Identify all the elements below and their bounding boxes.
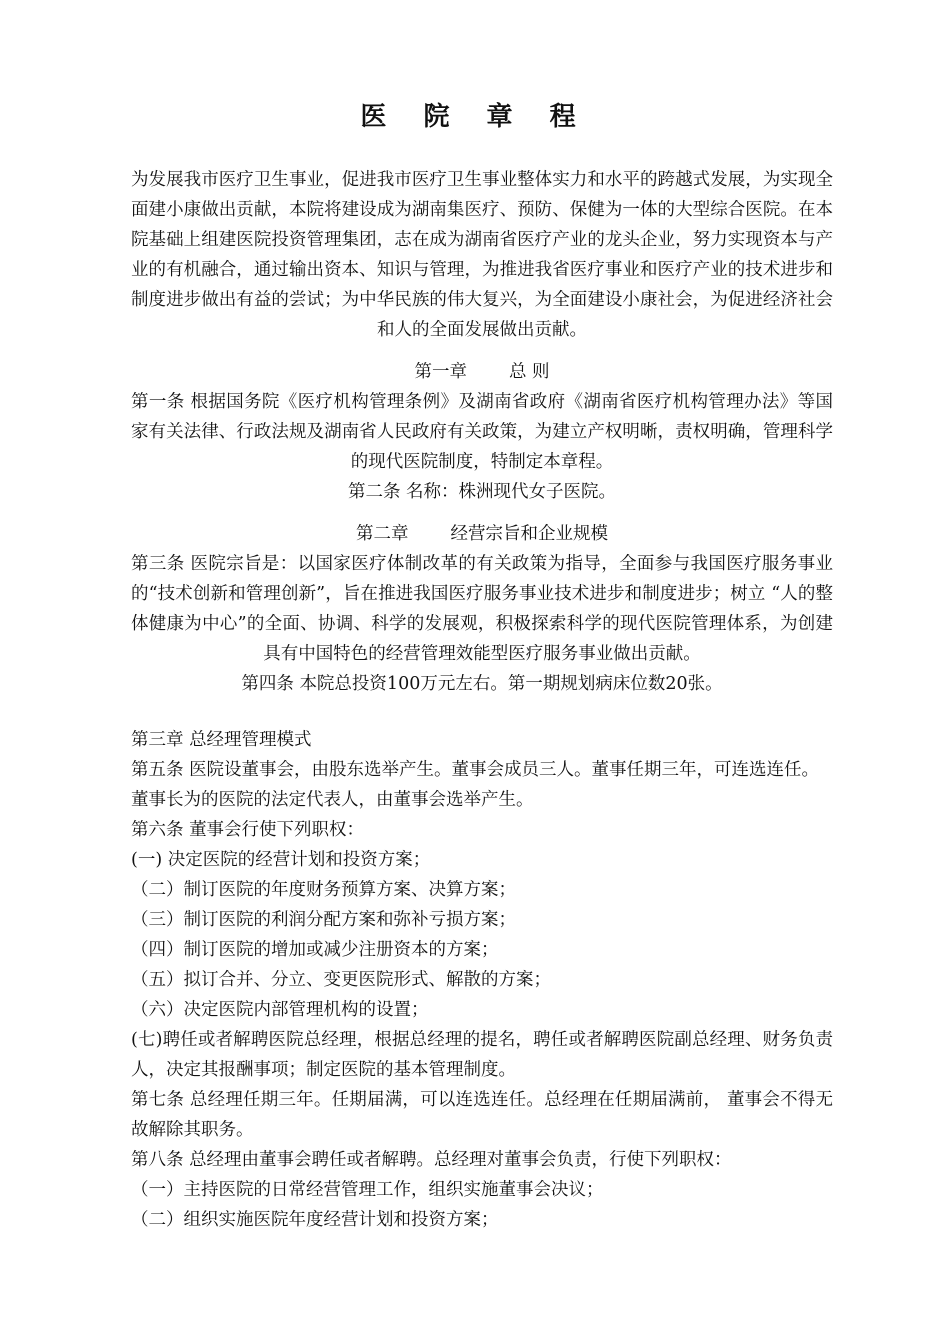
- spacer: [131, 507, 833, 519]
- chairman-clause: 董事长为的医院的法定代表人，由董事会选举产生。: [131, 790, 534, 810]
- chapter-1-number: 第一章: [414, 362, 467, 382]
- article-5: 第五条 医院设董事会，由股东选举产生。董事会成员三人。董事任期三年，可连选连任。: [131, 760, 820, 780]
- article-4: 第四条 本院总投资100万元左右。第一期规划病床位数20张。: [241, 674, 723, 694]
- chapter-3-heading: 第三章 总经理管理模式: [131, 730, 312, 750]
- document-body: [131, 165, 833, 1235]
- article-7: 第七条 总经理任期三年。任期届满，可以连选连任。总经理在任期届满前， 董事会不得无故解除其职务。: [131, 1090, 833, 1140]
- chapter-2-heading: [131, 519, 833, 549]
- article-6-item: (七)聘任或者解聘医院总经理，根据总经理的提名，聘任或者解聘医院副总经理、财务负责人，决定其报酬事项；制定医院的基本管理制度。: [131, 1030, 833, 1080]
- article-6-item: （三）制订医院的利润分配方案和弥补亏损方案；: [131, 910, 516, 930]
- article-2: 第二条 名称：株洲现代女子医院。: [347, 482, 617, 502]
- article-6-item: （二）制订医院的年度财务预算方案、决算方案；: [131, 880, 516, 900]
- article-6-item: （五）拟订合并、分立、变更医院形式、解散的方案；: [131, 970, 551, 990]
- article-6-item: (一) 决定医院的经营计划和投资方案；: [131, 850, 431, 870]
- document-title: 医 院 章 程: [360, 102, 590, 132]
- article-6-item: （六）决定医院内部管理机构的设置；: [131, 1000, 429, 1020]
- chapter-1-name: 总 则: [508, 362, 550, 382]
- article-8: 第八条 总经理由董事会聘任或者解聘。总经理对董事会负责，行使下列职权：: [131, 1150, 732, 1170]
- article-8-item: （二）组织实施医院年度经营计划和投资方案；: [131, 1210, 499, 1230]
- intro-paragraph: 为发展我市医疗卫生事业，促进我市医疗卫生事业整体实力和水平的跨越式发展，为实现全面建小康做出贡献，本院将建设成为湖南集医疗、预防、保健为一体的大型综合医院。在本院基础上组建医院投资管理集团，志在成为湖南省医疗产业的龙头企业，努力实现资本与产业的有机融合，通过输出资本、知识与管理，为推进我省医疗事业和医疗产业的技术进步和制度进步做出有益的尝试；为中华民族的伟大复兴，为全面建设小康社会，为促进经济社会和人的全面发展做出贡献。: [131, 170, 833, 340]
- article-3: 第三条 医院宗旨是：以国家医疗体制改革的有关政策为指导，全面参与我国医疗服务事业的“技术创新和管理创新”，旨在推进我国医疗服务事业技术进步和制度进步；树立 “人的整体健康为中心”的全面、协调、科学的发展观，积极探索科学的现代医院管理体系，为创建具有中国特色的经营管理效能型医疗服务事业做出贡献。: [131, 554, 833, 664]
- article-1: 第一条 根据国务院《医疗机构管理条例》及湖南省政府《湖南省医疗机构管理办法》等国家有关法律、行政法规及湖南省人民政府有关政策，为建立产权明晰，责权明确，管理科学的现代医院制度，特制定本章程。: [131, 392, 833, 472]
- chapter-2-name: 经营宗旨和企业规模: [450, 524, 608, 544]
- spacer: [131, 699, 833, 725]
- article-6: 第六条 董事会行使下列职权：: [131, 820, 365, 840]
- chapter-1-heading: [131, 357, 833, 387]
- spacer: [131, 345, 833, 357]
- article-8-item: （一）主持医院的日常经营管理工作，组织实施董事会决议；: [131, 1180, 604, 1200]
- article-6-item: （四）制订医院的增加或减少注册资本的方案；: [131, 940, 499, 960]
- chapter-2-number: 第二章: [356, 524, 409, 544]
